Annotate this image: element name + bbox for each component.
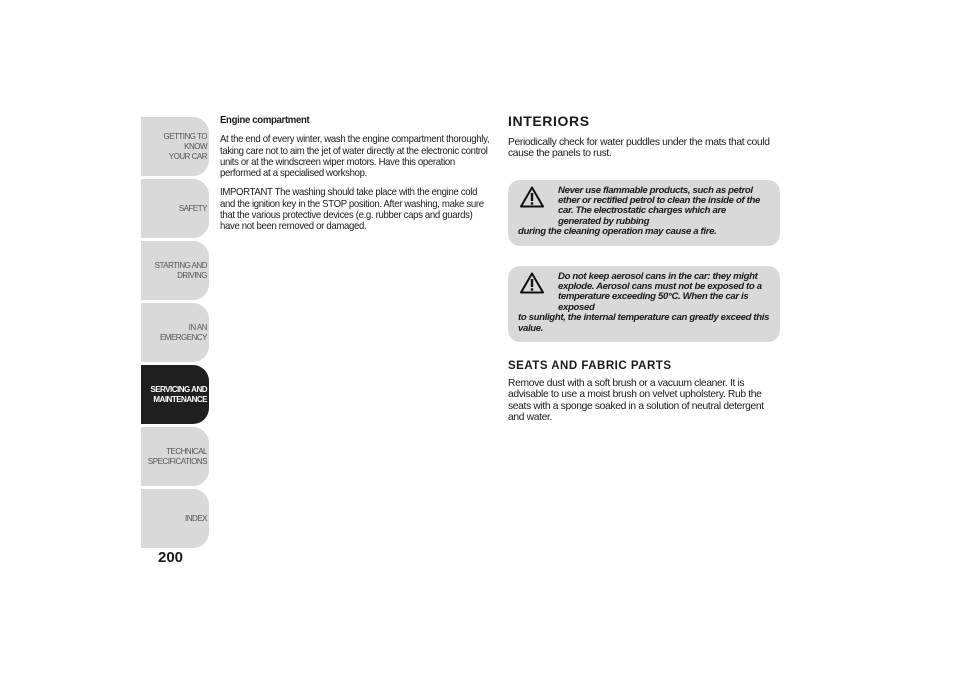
right-column	[508, 113, 780, 423]
warning-box-flammable	[508, 180, 780, 246]
engine-compartment-heading: Engine compartment	[220, 115, 310, 126]
engine-compartment-paragraph: At the end of every winter, wash the engine compartment thoroughly, taking care not to aim the jet of water directly at the electronic control units or at the windscreen wiper motors. Have this operation performed at a specialised workshop.	[220, 134, 490, 180]
seats-text: Remove dust with a soft brush or a vacuum cleaner. It is advisable to use a moist brush on velvet upholstery. Rub the seats with a sponge soaked in a solution of neutral detergent and water.	[508, 378, 764, 423]
warning-triangle-icon	[520, 272, 544, 294]
tab-getting-to-know-your-car[interactable]: GETTING TO KNOW YOUR CAR	[141, 117, 209, 176]
important-washing-paragraph: IMPORTANT The washing should take place with the engine cold and the ignition key in the STOP position. After washing, make sure that the various protective devices (e.g. rubber caps and guards) have not been removed or damaged.	[220, 187, 484, 233]
warning-flammable-lead: Never use flammable products, such as petrol ether or rectified petrol to clean the inside of the car. The electrostatic charges which are generated by rubbing	[558, 184, 760, 227]
left-column	[220, 115, 492, 241]
warning-box-aerosol	[508, 266, 780, 342]
interiors-title: INTERIORS	[508, 113, 590, 129]
tab-servicing-and-maintenance[interactable]: SERVICING AND MAINTENANCE	[141, 365, 209, 424]
seats-title: SEATS AND FABRIC PARTS	[508, 360, 672, 373]
warning-triangle-icon	[520, 186, 544, 208]
tab-in-an-emergency[interactable]: IN AN EMERGENCY	[141, 303, 209, 362]
chapter-sidebar	[141, 117, 209, 551]
warning-aerosol-tail: to sunlight, the internal temperature can greatly exceed this value.	[518, 312, 770, 334]
tab-starting-and-driving[interactable]: STARTING AND DRIVING	[141, 241, 209, 300]
warning-flammable-tail: during the cleaning operation may cause a fire.	[518, 226, 717, 238]
warning-aerosol-lead: Do not keep aerosol cans in the car: they might explode. Aerosol cans must not be exposed to a temperature exceeding 50°C. When the car is exposed	[558, 270, 762, 313]
tab-safety[interactable]: SAFETY	[141, 179, 209, 238]
interiors-text: Periodically check for water puddles under the mats that could cause the panels to rust.	[508, 137, 770, 160]
tab-technical-specifications[interactable]: TECHNICAL SPECIFICATIONS	[141, 427, 209, 486]
page-number: 200	[158, 549, 184, 566]
tab-index[interactable]: INDEX	[141, 489, 209, 548]
